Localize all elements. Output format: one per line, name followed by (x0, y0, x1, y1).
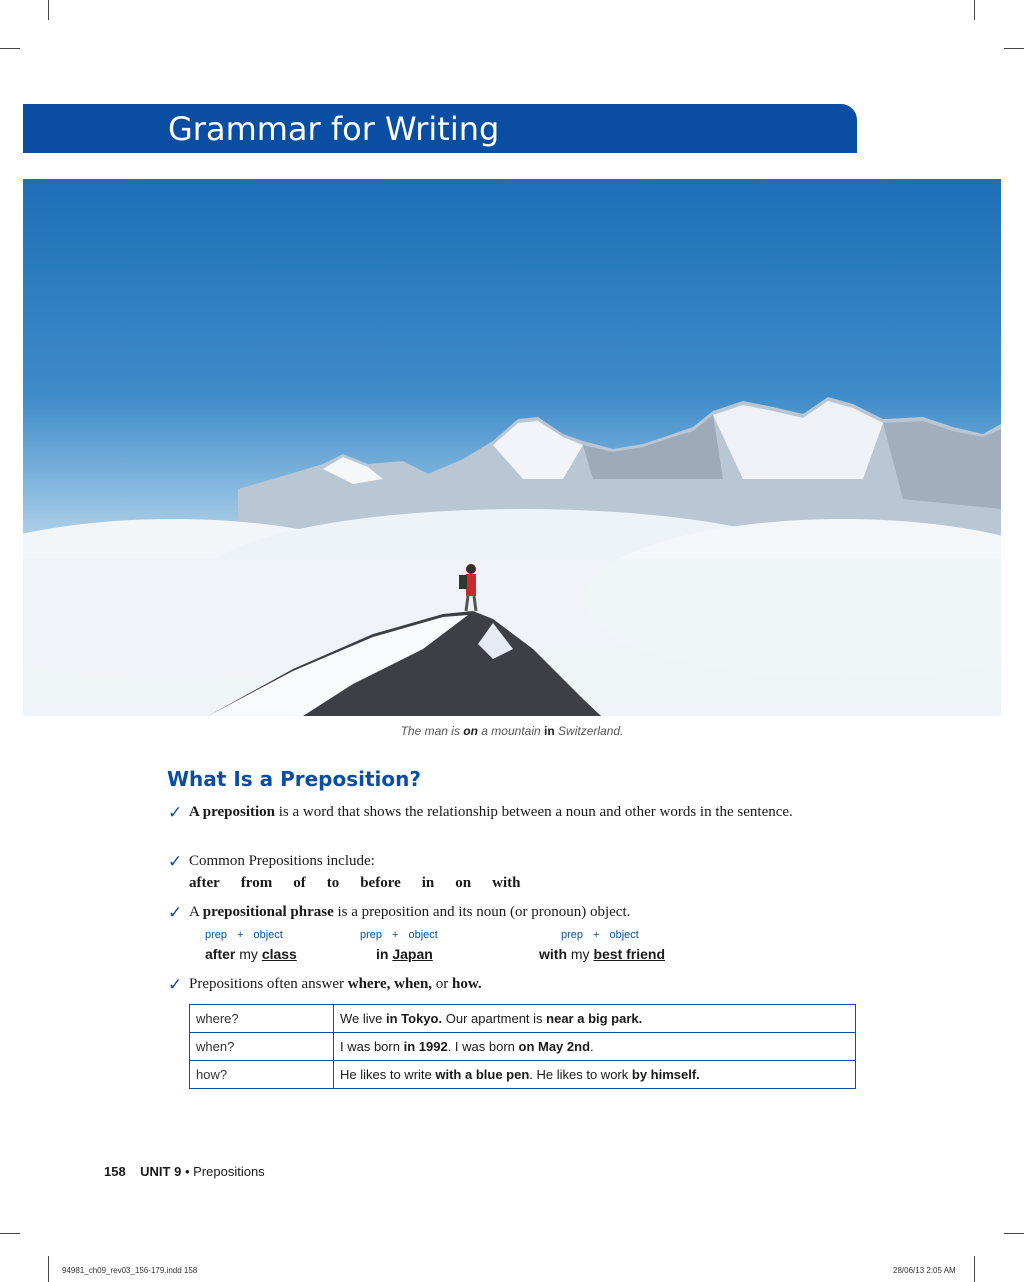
example-phrase: after my class (205, 946, 297, 962)
banner-title: Grammar for Writing (168, 110, 500, 148)
check-icon: ✓ (168, 803, 183, 822)
section-title: What Is a Preposition? (167, 767, 421, 791)
question-cell: how? (190, 1061, 334, 1089)
pattern-label: prep + object (360, 929, 438, 941)
photo-caption: The man is on a mountain in Switzerland. (400, 724, 624, 738)
answer-cell: We live in Tokyo. Our apartment is near a big park. (334, 1005, 856, 1033)
crop-mark (974, 1256, 975, 1282)
question-cell: where? (190, 1005, 334, 1033)
preposition-list: after from of to before in on with (189, 875, 521, 891)
section-banner (23, 104, 857, 153)
page-number: 158 (104, 1164, 126, 1179)
unit-topic: Prepositions (193, 1164, 265, 1179)
crop-mark (48, 1256, 49, 1282)
check-icon: ✓ (168, 903, 183, 922)
example-phrase: in Japan (376, 946, 433, 962)
answer-cell: I was born in 1992. I was born on May 2nd. (334, 1033, 856, 1061)
mountain-illustration (23, 179, 1001, 716)
mountain-photo (23, 179, 1001, 716)
crop-mark (1004, 48, 1024, 49)
answer-cell: He likes to write with a blue pen. He likes to work by himself. (334, 1061, 856, 1089)
date-slug: 28/06/13 2:05 AM (893, 1266, 956, 1275)
question-table (189, 1004, 856, 1089)
climber (466, 574, 476, 596)
check-icon: ✓ (168, 852, 183, 871)
crop-mark (1004, 1233, 1024, 1234)
table-row (190, 1033, 856, 1061)
crop-mark (48, 0, 49, 20)
page-footer: 158 UNIT 9 • Prepositions (104, 1164, 265, 1179)
crop-mark (0, 1233, 20, 1234)
example-phrase: with my best friend (539, 946, 666, 962)
check-icon: ✓ (168, 975, 183, 994)
question-cell: when? (190, 1033, 334, 1061)
crop-mark (0, 48, 20, 49)
file-slug: 94981_ch09_rev03_156-179.indd 158 (62, 1266, 198, 1275)
pattern-label: prep + object (561, 929, 639, 941)
table-row (190, 1005, 856, 1033)
unit-label: UNIT 9 (140, 1164, 182, 1179)
crop-mark (974, 0, 975, 20)
table-row (190, 1061, 856, 1089)
pattern-label: prep + object (205, 929, 283, 941)
